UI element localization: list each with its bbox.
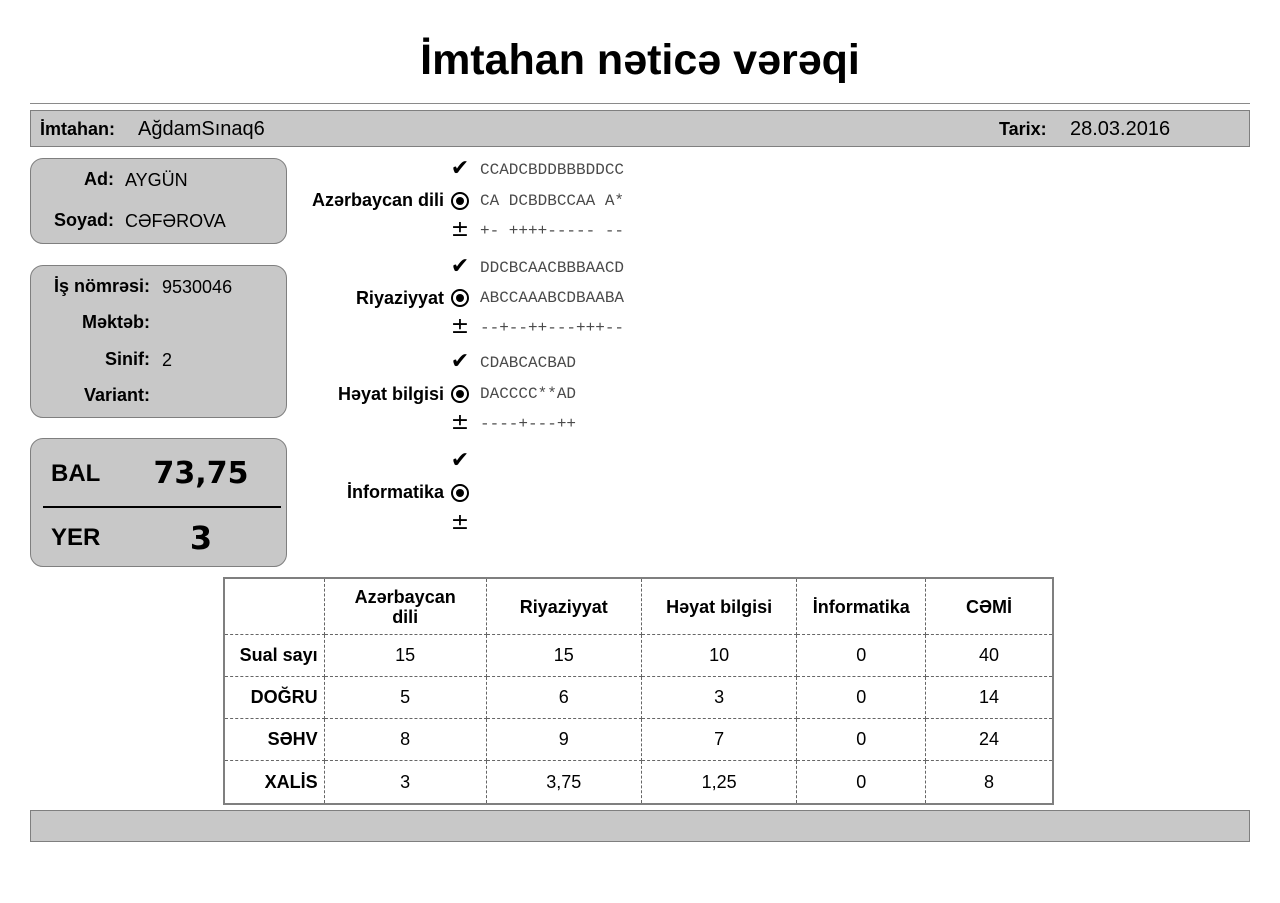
exam-date: 28.03.2016 <box>1070 118 1171 140</box>
column-header: Həyat bilgisi <box>642 579 798 635</box>
table-cell: 15 <box>325 635 487 677</box>
score-divider <box>43 506 281 508</box>
table-cell: 7 <box>642 719 798 761</box>
answer-key: CCADCBDDBBBDDCC <box>480 161 625 179</box>
table-cell: 40 <box>926 635 1052 677</box>
table-cell: 3 <box>642 677 798 719</box>
check-mark-icon: ✔ <box>450 254 470 279</box>
row-label: SƏHV <box>225 719 325 761</box>
student-name-box <box>30 158 287 244</box>
check-mark-icon: ✔ <box>450 448 470 473</box>
answer-result: --+--++---+++-- <box>480 319 625 337</box>
column-header: Azərbaycan dili <box>325 579 487 635</box>
column-header: CƏMİ <box>926 579 1052 635</box>
table-row <box>225 635 1052 677</box>
table-cell: 5 <box>325 677 487 719</box>
class: 2 <box>162 350 173 370</box>
plus-minus-icon: ± <box>450 314 470 339</box>
student-answers: ABCCAAABCDBAABA <box>480 289 625 307</box>
table-row <box>225 761 1052 803</box>
work-number: 9530046 <box>162 277 233 297</box>
radio-dot-icon <box>451 484 469 502</box>
subject-name: Azərbaycan dili <box>311 190 444 210</box>
table-cell: 0 <box>797 635 926 677</box>
exam-header-bar <box>30 110 1250 147</box>
check-mark-icon: ✔ <box>450 156 470 181</box>
yer-label: YER <box>51 524 101 551</box>
subject-name: Riyaziyyat <box>355 288 444 308</box>
table-row <box>225 677 1052 719</box>
work-number-label: İş nömrəsi: <box>53 276 150 296</box>
student-answers: DACCCC**AD <box>480 385 577 403</box>
radio-dot-icon <box>451 385 469 403</box>
school-label: Məktəb: <box>81 312 150 332</box>
answer-result: ----+---++ <box>480 415 577 433</box>
variant-label: Variant: <box>83 385 150 405</box>
row-label: Sual sayı <box>225 635 325 677</box>
score-box <box>30 438 287 567</box>
row-label: XALİS <box>225 761 325 803</box>
first-name-label: Ad: <box>84 169 114 189</box>
table-header-row <box>225 579 1052 635</box>
first-name: AYGÜN <box>125 170 188 190</box>
footer-bar <box>30 810 1250 842</box>
table-cell: 14 <box>926 677 1052 719</box>
table-cell: 0 <box>797 719 926 761</box>
table-cell: 3 <box>325 761 487 803</box>
results-table <box>223 577 1054 805</box>
table-cell: 9 <box>487 719 642 761</box>
column-header <box>225 579 325 635</box>
plus-minus-icon: ± <box>450 217 470 242</box>
answer-key: DDCBCAACBBBAACD <box>480 259 625 277</box>
plus-minus-icon: ± <box>450 510 470 535</box>
table-cell: 24 <box>926 719 1052 761</box>
answer-result: +- ++++----- -- <box>480 222 625 240</box>
table-cell: 1,25 <box>642 761 798 803</box>
table-cell: 3,75 <box>487 761 642 803</box>
exam-label: İmtahan: <box>40 119 116 139</box>
exam-name: AğdamSınaq6 <box>138 118 265 140</box>
bal-label: BAL <box>51 460 101 487</box>
subject-name: İnformatika <box>346 482 444 502</box>
last-name: CƏFƏROVA <box>125 211 226 231</box>
table-cell: 15 <box>487 635 642 677</box>
table-cell: 0 <box>797 761 926 803</box>
last-name-label: Soyad: <box>53 210 114 230</box>
answer-key: CDABCACBAD <box>480 354 577 372</box>
column-header: İnformatika <box>797 579 926 635</box>
table-cell: 10 <box>642 635 798 677</box>
plus-minus-icon: ± <box>450 410 470 435</box>
table-cell: 0 <box>797 677 926 719</box>
row-label: DOĞRU <box>225 677 325 719</box>
class-label: Sinif: <box>105 349 150 369</box>
page-title: İmtahan nəticə vərəqi <box>420 36 860 84</box>
column-header: Riyaziyyat <box>487 579 642 635</box>
title-divider <box>30 103 1250 104</box>
yer-value: 3 <box>189 519 213 557</box>
student-info-box <box>30 265 287 418</box>
bal-value: 73,75 <box>153 456 249 491</box>
subject-name: Həyat bilgisi <box>337 384 444 404</box>
table-cell: 8 <box>984 771 995 792</box>
check-mark-icon: ✔ <box>450 349 470 374</box>
table-row <box>225 719 1052 761</box>
radio-dot-icon <box>451 192 469 210</box>
radio-dot-icon <box>451 289 469 307</box>
table-cell: 8 <box>325 719 487 761</box>
student-answers: CA DCBDBCCAA A* <box>480 192 625 210</box>
date-label: Tarix: <box>999 119 1047 139</box>
table-cell: 6 <box>487 677 642 719</box>
